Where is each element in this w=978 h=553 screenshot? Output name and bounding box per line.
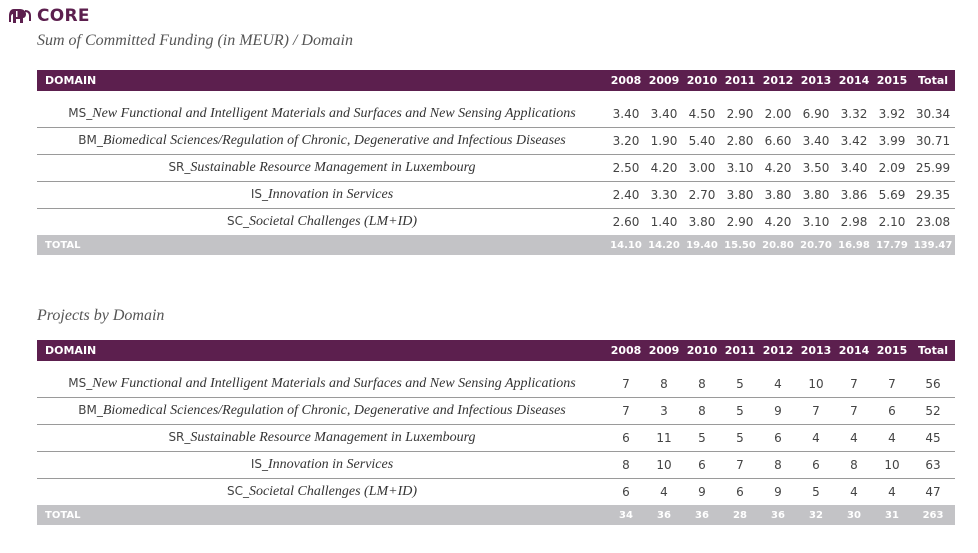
- value-cell: 5: [683, 425, 721, 452]
- value-cell: 6: [797, 452, 835, 479]
- value-cell: 8: [683, 371, 721, 398]
- value-cell: 2.50: [607, 155, 645, 182]
- year-column-header: 2014: [835, 340, 873, 361]
- year-column-header: 2011: [721, 340, 759, 361]
- domain-code: SC_: [226, 484, 249, 498]
- domain-code: SR_: [168, 160, 191, 174]
- value-cell: 6: [622, 485, 630, 499]
- total-label: TOTAL: [37, 235, 607, 255]
- total-label: TOTAL: [37, 505, 607, 525]
- domain-name: Innovation in Services: [267, 187, 394, 202]
- value-cell: 6.60: [759, 128, 797, 155]
- domain-cell: [37, 209, 607, 236]
- table-row: [37, 209, 955, 236]
- value-cell: 2.80: [721, 128, 759, 155]
- year-column-header: 2009: [645, 70, 683, 91]
- total-value-cell: 14.10: [607, 235, 645, 255]
- table-row: [37, 101, 955, 128]
- domain-cell: [37, 398, 607, 425]
- value-cell: 10: [873, 452, 911, 479]
- spacer-cell: [37, 91, 955, 101]
- year-column-header: 2015: [873, 70, 911, 91]
- value-cell: 7: [721, 452, 759, 479]
- value-cell: 3.86: [835, 182, 873, 209]
- value-cell: 6: [683, 452, 721, 479]
- value-cell: 2.10: [878, 215, 906, 229]
- value-cell: 6: [736, 485, 744, 499]
- domain-cell: [37, 479, 607, 506]
- value-cell: 4: [797, 425, 835, 452]
- value-cell: 3.40: [607, 101, 645, 128]
- value-cell: 8: [607, 452, 645, 479]
- domain-name: Biomedical Sciences/Regulation of Chronic, Degenerative and Infectious Diseases: [102, 403, 566, 418]
- funding-subtitle: Sum of Committed Funding (in MEUR) / Domain: [37, 32, 353, 49]
- value-cell: 8: [759, 452, 797, 479]
- value-cell: 9: [759, 398, 797, 425]
- value-cell: 6: [759, 425, 797, 452]
- value-cell: 3.99: [873, 128, 911, 155]
- total-row: [37, 505, 955, 525]
- value-cell: 5.40: [683, 128, 721, 155]
- table-row: [37, 479, 955, 506]
- value-cell: 3.42: [835, 128, 873, 155]
- domain-code: SR_: [168, 430, 191, 444]
- total-value-cell: 36: [759, 505, 797, 525]
- total-value-cell: 17.79: [873, 235, 911, 255]
- table-row: [37, 425, 955, 452]
- total-value-cell: 20.80: [759, 235, 797, 255]
- value-cell: 3.80: [797, 182, 835, 209]
- domain-code: IS_: [250, 187, 268, 201]
- value-cell: 4: [759, 371, 797, 398]
- domain-cell: [37, 101, 607, 128]
- domain-cell: [37, 425, 607, 452]
- value-cell: 4: [835, 425, 873, 452]
- value-cell: 8: [835, 452, 873, 479]
- domain-name: Societal Challenges (LM+ID): [248, 484, 418, 499]
- total-value-cell: 19.40: [683, 235, 721, 255]
- grand-total-cell: 139.47: [911, 235, 955, 255]
- value-cell: 3.32: [835, 101, 873, 128]
- value-cell: 11: [645, 425, 683, 452]
- value-cell: 4: [873, 425, 911, 452]
- value-cell: 9: [774, 485, 782, 499]
- total-value-cell: 34: [607, 505, 645, 525]
- table-row: [37, 155, 955, 182]
- value-cell: 2.98: [840, 215, 868, 229]
- year-column-header: 2011: [721, 70, 759, 91]
- value-cell: 5: [721, 425, 759, 452]
- year-column-header: 2013: [797, 340, 835, 361]
- value-cell: 3.30: [645, 182, 683, 209]
- value-cell: 9: [698, 485, 706, 499]
- total-value-cell: 30: [835, 505, 873, 525]
- domain-name: New Functional and Intelligent Materials and Surfaces and New Sensing Applications: [92, 106, 576, 121]
- spacer-cell: [37, 361, 955, 371]
- projects-header-row: [37, 340, 955, 361]
- value-cell: 5: [812, 485, 820, 499]
- value-cell: 7: [607, 398, 645, 425]
- value-cell: 8: [683, 398, 721, 425]
- value-cell: 1.90: [645, 128, 683, 155]
- domain-cell: [37, 155, 607, 182]
- value-cell: 5.69: [873, 182, 911, 209]
- domain-name: New Functional and Intelligent Materials and Surfaces and New Sensing Applications: [92, 376, 576, 391]
- spacer-row: [37, 361, 955, 371]
- domain-cell: [37, 371, 607, 398]
- total-cell: 23.08: [915, 215, 951, 229]
- year-column-header: 2012: [759, 340, 797, 361]
- total-column-header: Total: [911, 340, 955, 361]
- value-cell: 7: [607, 371, 645, 398]
- total-cell: 47: [925, 485, 941, 499]
- year-column-header: 2010: [683, 70, 721, 91]
- total-cell: 63: [911, 452, 955, 479]
- total-column-header: Total: [911, 70, 955, 91]
- value-cell: 6.90: [797, 101, 835, 128]
- total-value-cell: 28: [721, 505, 759, 525]
- value-cell: 2.09: [873, 155, 911, 182]
- year-column-header: 2008: [607, 70, 645, 91]
- total-value-cell: 15.50: [721, 235, 759, 255]
- value-cell: 1.40: [650, 215, 678, 229]
- value-cell: 4: [660, 485, 668, 499]
- value-cell: 2.00: [759, 101, 797, 128]
- domain-code: BM_: [78, 133, 103, 147]
- value-cell: 3.92: [873, 101, 911, 128]
- funding-table: [37, 70, 955, 255]
- total-cell: 25.99: [911, 155, 955, 182]
- value-cell: 7: [835, 398, 873, 425]
- total-value-cell: 16.98: [835, 235, 873, 255]
- projects-table: [37, 340, 955, 525]
- total-value-cell: 36: [683, 505, 721, 525]
- value-cell: 3.10: [721, 155, 759, 182]
- elephant-icon: [8, 6, 32, 26]
- total-row: [37, 235, 955, 255]
- funding-header-row: [37, 70, 955, 91]
- year-column-header: 2015: [873, 340, 911, 361]
- domain-column-header: DOMAIN: [37, 70, 607, 91]
- value-cell: 8: [645, 371, 683, 398]
- projects-subtitle: Projects by Domain: [37, 307, 165, 324]
- value-cell: 4.20: [764, 215, 792, 229]
- total-value-cell: 36: [645, 505, 683, 525]
- value-cell: 3.40: [797, 128, 835, 155]
- value-cell: 3.00: [683, 155, 721, 182]
- value-cell: 5: [721, 398, 759, 425]
- domain-cell: [37, 182, 607, 209]
- value-cell: 6: [873, 398, 911, 425]
- value-cell: 2.90: [721, 101, 759, 128]
- total-value-cell: 32: [797, 505, 835, 525]
- total-cell: 30.71: [911, 128, 955, 155]
- value-cell: 4.20: [645, 155, 683, 182]
- total-cell: 56: [911, 371, 955, 398]
- domain-code: IS_: [250, 457, 268, 471]
- value-cell: 7: [835, 371, 873, 398]
- domain-name: Sustainable Resource Management in Luxembourg: [190, 160, 476, 175]
- domain-cell: [37, 128, 607, 155]
- domain-name: Sustainable Resource Management in Luxembourg: [190, 430, 476, 445]
- domain-column-header: DOMAIN: [37, 340, 607, 361]
- year-column-header: 2008: [607, 340, 645, 361]
- table-row: [37, 398, 955, 425]
- value-cell: 3.40: [835, 155, 873, 182]
- value-cell: 2.40: [607, 182, 645, 209]
- domain-code: MS_: [68, 106, 93, 120]
- total-cell: 30.34: [911, 101, 955, 128]
- value-cell: 3.80: [688, 215, 716, 229]
- spacer-row: [37, 91, 955, 101]
- value-cell: 2.60: [612, 215, 640, 229]
- year-column-header: 2013: [797, 70, 835, 91]
- value-cell: 5: [721, 371, 759, 398]
- value-cell: 7: [797, 398, 835, 425]
- value-cell: 7: [873, 371, 911, 398]
- domain-name: Innovation in Services: [267, 457, 394, 472]
- year-column-header: 2014: [835, 70, 873, 91]
- table-row: [37, 182, 955, 209]
- domain-code: BM_: [78, 403, 103, 417]
- value-cell: 3: [645, 398, 683, 425]
- page-title: CORE: [37, 6, 90, 26]
- value-cell: 3.40: [645, 101, 683, 128]
- total-value-cell: 31: [873, 505, 911, 525]
- year-column-header: 2012: [759, 70, 797, 91]
- table-row: [37, 452, 955, 479]
- value-cell: 2.90: [726, 215, 754, 229]
- value-cell: 3.10: [802, 215, 830, 229]
- value-cell: 3.80: [759, 182, 797, 209]
- value-cell: 4: [850, 485, 858, 499]
- page-header: [8, 6, 90, 26]
- value-cell: 3.50: [797, 155, 835, 182]
- domain-code: MS_: [68, 376, 93, 390]
- value-cell: 4: [888, 485, 896, 499]
- year-column-header: 2010: [683, 340, 721, 361]
- domain-cell: [37, 452, 607, 479]
- year-column-header: 2009: [645, 340, 683, 361]
- value-cell: 6: [607, 425, 645, 452]
- value-cell: 4.50: [683, 101, 721, 128]
- table-row: [37, 128, 955, 155]
- total-cell: 52: [911, 398, 955, 425]
- grand-total-cell: 263: [911, 505, 955, 525]
- total-value-cell: 20.70: [797, 235, 835, 255]
- total-value-cell: 14.20: [645, 235, 683, 255]
- value-cell: 2.70: [683, 182, 721, 209]
- value-cell: 4.20: [759, 155, 797, 182]
- value-cell: 10: [645, 452, 683, 479]
- domain-code: SC_: [226, 214, 249, 228]
- value-cell: 3.80: [721, 182, 759, 209]
- domain-name: Biomedical Sciences/Regulation of Chronic, Degenerative and Infectious Diseases: [102, 133, 566, 148]
- total-cell: 45: [911, 425, 955, 452]
- value-cell: 3.20: [607, 128, 645, 155]
- table-row: [37, 371, 955, 398]
- total-cell: 29.35: [911, 182, 955, 209]
- domain-name: Societal Challenges (LM+ID): [248, 214, 418, 229]
- value-cell: 10: [797, 371, 835, 398]
